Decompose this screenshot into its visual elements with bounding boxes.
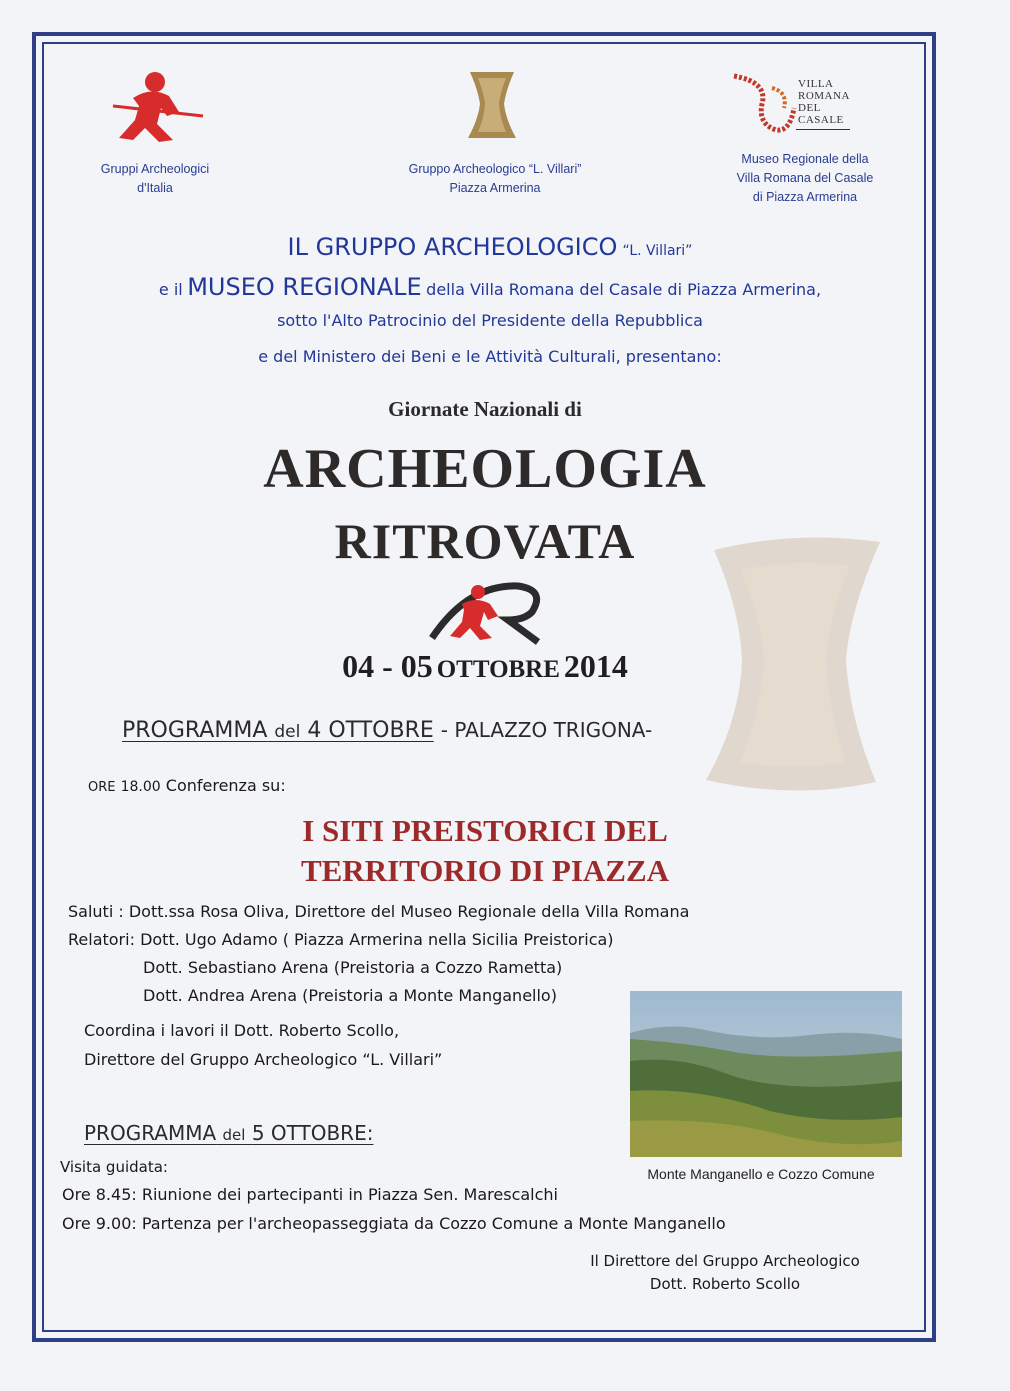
villa-mosaic-logo [728,68,800,138]
date-month: OTTOBRE [436,656,560,683]
center-logo-caption [385,160,605,198]
coordinator-line-2: Direttore del Gruppo Archeologico “L. Villari” [84,1050,443,1069]
ar-logo [428,578,548,646]
landscape-photo [630,991,902,1157]
relatore-item: Dott. Sebastiano Arena (Preistoria a Cozzo Rametta) [143,958,563,977]
left-logo-caption [80,160,230,198]
time-label: Conferenza su: [165,776,286,795]
intro-museum-name: MUSEO REGIONALE [187,273,422,301]
intro-line-1 [60,233,920,261]
day2-heading-del: del [222,1126,246,1144]
day1-venue: - PALAZZO TRIGONA- [440,718,653,742]
intro-line-2 [60,273,920,301]
coordinator-line-1: Coordina i lavori il Dott. Roberto Scollo, [84,1021,400,1040]
day1-heading-underlined [122,718,434,743]
right-caption-line: di Piazza Armerina [752,190,858,204]
signature-line-1: Il Direttore del Gruppo Archeologico [590,1252,860,1270]
day2-heading [84,1120,373,1148]
center-caption-line: Gruppo Archeologico “L. Villari” [408,162,582,176]
right-caption-line: Museo Regionale della [741,152,869,166]
event-date [60,648,910,685]
saluti-line: Saluti : Dott.ssa Rosa Oliva, Direttore del Museo Regionale della Villa Romana [68,902,690,921]
photo-caption: Monte Manganello e Cozzo Comune [647,1166,875,1182]
center-caption-line: Piazza Armerina [449,181,541,195]
visita-label: Visita guidata: [60,1158,168,1176]
event-subtitle: Giornate Nazionali di [388,397,582,421]
date-year: 2014 [563,648,628,684]
intro-group-subname: “L. Villari” [622,243,693,259]
brand-line: CASALE [798,114,844,126]
artifact-logo [462,68,522,142]
day2-heading-date: 5 OTTOBRE: [251,1121,374,1145]
right-logo-caption [720,150,890,207]
intro-prefix: e il [158,280,183,299]
day2-item: Ore 8.45: Riunione dei partecipanti in Piazza Sen. Marescalchi [62,1185,558,1204]
day1-heading [122,716,882,746]
villa-brand-text [798,78,850,126]
intro-line-3: sotto l'Alto Patrocinio del Presidente della Repubblica [277,311,703,330]
running-archaeologist-logo [103,68,207,144]
left-caption-line: Gruppi Archeologici [100,162,210,176]
event-title-line-1: ARCHEOLOGIA [263,438,707,500]
day1-heading-programma: PROGRAMMA [122,718,268,743]
day1-heading-date: 4 OTTOBRE [307,718,434,743]
event-title-line-2: RITROVATA [334,513,636,569]
date-days: 04 - 05 [342,648,433,684]
relatori-line [68,930,668,950]
left-caption-line: d'Italia [137,181,173,195]
conference-title [200,811,770,891]
signature-line-2: Dott. Roberto Scollo [649,1275,801,1293]
signature-block [560,1250,890,1296]
conference-title-line-2: TERRITORIO DI PIAZZA [300,853,670,888]
brand-underline [796,129,850,130]
intro-museum-rest: della Villa Romana del Casale di Piazza Armerina, [426,280,822,299]
relatore-item: Dott. Andrea Arena (Preistoria a Monte Manganello) [143,986,557,1005]
intro-group-name: IL GRUPPO ARCHEOLOGICO [287,233,618,261]
relatore-item: Dott. Ugo Adamo ( Piazza Armerina nella Sicilia Preistorica) [140,930,614,949]
day1-heading-del: del [274,722,301,742]
intro-line-4: e del Ministero dei Beni e le Attività Culturali, presentano: [258,347,722,366]
conference-title-line-1: I SITI PREISTORICI DEL [302,813,668,848]
brand-line: ROMANA [798,90,850,102]
brand-line: DEL [798,102,821,114]
day1-time [88,776,286,798]
time-value: 18.00 [120,779,161,795]
day2-item: Ore 9.00: Partenza per l'archeopasseggiata da Cozzo Comune a Monte Manganello [62,1214,726,1233]
right-caption-line: Villa Romana del Casale [736,171,874,185]
brand-line: VILLA [798,78,834,90]
time-prefix: ORE [88,780,116,795]
relatori-label: Relatori: [68,930,135,949]
day2-heading-programma: PROGRAMMA [84,1121,217,1145]
